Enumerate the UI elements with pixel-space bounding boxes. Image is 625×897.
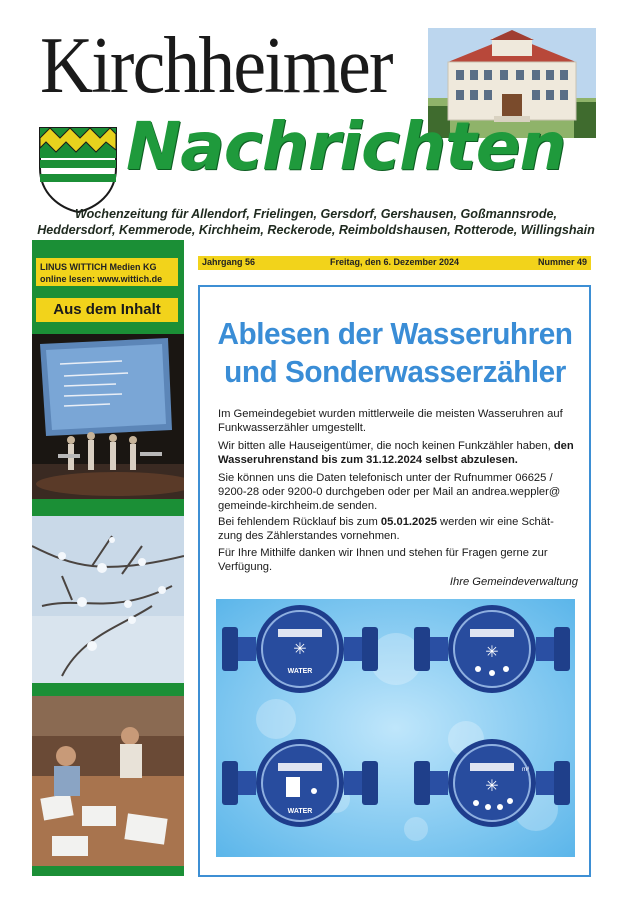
article-signature: Ihre Gemeindeverwaltung	[449, 576, 578, 588]
paragraph-4-text-a: Bei fehlendem Rücklauf bis zum	[218, 516, 381, 528]
publisher-url[interactable]: online lesen: www.wittich.de	[40, 274, 163, 284]
title-kirchheimer: Kirchheimer	[40, 22, 392, 110]
paragraph-4	[218, 515, 578, 543]
sidebar	[32, 240, 184, 876]
water-meter-graphic	[216, 599, 575, 857]
masthead	[30, 20, 600, 205]
title-nachrichten: Nachrichten	[126, 108, 566, 185]
publisher-name: LINUS WITTICH Medien KG	[40, 262, 157, 272]
frost-branches-photo[interactable]	[32, 516, 184, 683]
meter-4-unit: m³	[522, 767, 529, 773]
headline-line-1: Ablesen der Wasseruhren	[217, 316, 573, 351]
issue-volume: Jahrgang 56	[202, 257, 256, 267]
headline-line-2: und Sonderwasserzähler	[224, 354, 566, 389]
paragraph-1: Im Gemeindegebiet wurden mittlerweile die meisten Wasseruhren auf Funkwasserzähler umgestellt.	[218, 408, 563, 434]
event-photo[interactable]	[32, 334, 184, 499]
contents-heading: Aus dem Inhalt	[36, 298, 178, 322]
issue-number: Nummer 49	[537, 257, 587, 267]
craft-workshop-photo[interactable]	[32, 696, 184, 866]
issue-info-bar	[198, 256, 591, 270]
paragraph-4-deadline: 05.01.2025	[380, 516, 437, 528]
paragraph-2	[218, 439, 578, 467]
publisher-box	[36, 258, 178, 286]
paragraph-5: Für Ihre Mithilfe danken wir Ihnen und stehen für Fragen gerne zur Verfügung.	[218, 547, 548, 573]
meter-1-label: WATER	[287, 668, 313, 675]
coat-of-arms-icon	[36, 124, 120, 214]
issue-date: Freitag, den 6. Dezember 2024	[330, 257, 460, 267]
paragraph-4-text-b: werden wir eine Schät- zung des Zählerstandes vornehmen.	[218, 516, 554, 542]
svg-text:✳: ✳	[485, 642, 499, 661]
paragraph-2-bold: den Wasseruhrenstand bis zum 31.12.2024 selbst abzulesen.	[218, 440, 574, 466]
masthead-subtitle: Wochenzeitung für Allendorf, Frielingen, Gersdorf, Gershausen, Goßmannsrode, Heddersdorf, Kemmerode, Kirchheim, Reckerode, Reimboldshausen, Rotterode, Willingshain	[37, 207, 595, 237]
svg-text:✳: ✳	[485, 776, 499, 795]
article-headline	[217, 315, 572, 391]
svg-text:✳: ✳	[293, 639, 307, 658]
paragraph-3: Sie können uns die Daten telefonisch unter der Rufnummer 06625 / 9200-28 oder 9200-0 durchgeben oder per Mail an andrea.weppler@ gemeinde-kirchheim.de senden.	[218, 472, 561, 512]
meter-3-label: WATER	[287, 808, 313, 815]
main-article	[198, 285, 591, 877]
paragraph-2-text: Wir bitten alle Hauseigentümer, die noch keinen Funkzähler haben,	[218, 440, 554, 452]
